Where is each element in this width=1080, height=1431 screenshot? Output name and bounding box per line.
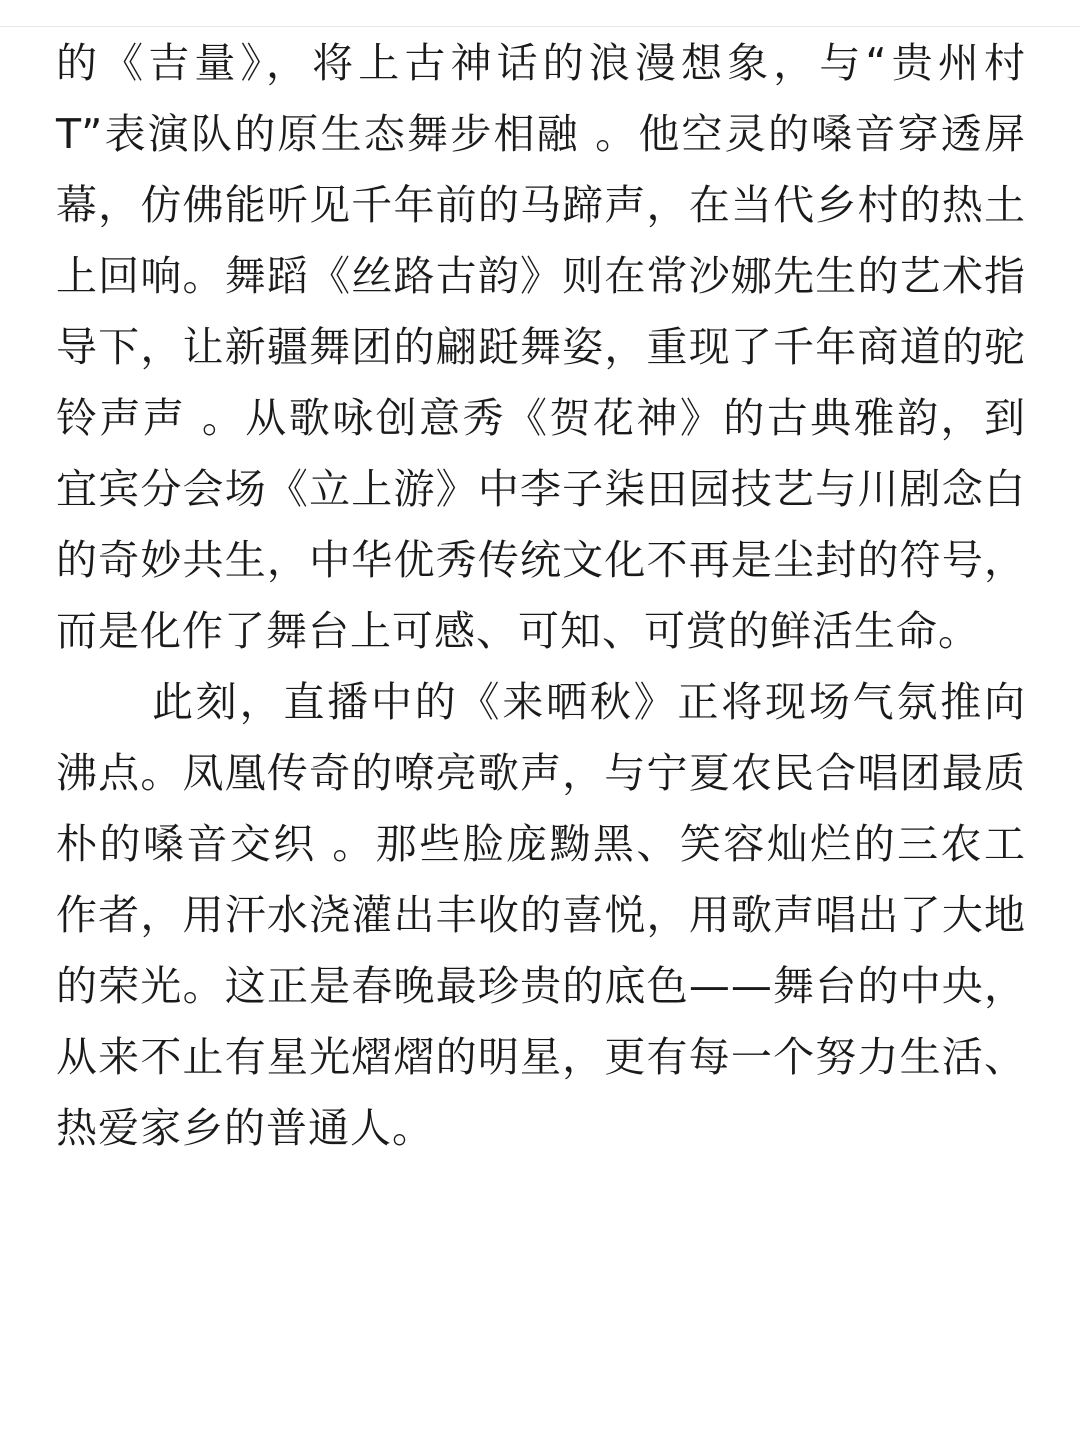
paragraph-1: 的《吉量》，将上古神话的浪漫想象，与“贵州村 T”表演队的原生态舞步相融 。他空灵的嗓音穿透屏幕，仿佛能听见千年前的马蹄声，在当代乡村的热土上回响。舞蹈《丝路古韵》则在常沙娜先生的艺术指导下，让新疆舞团的翩跹舞姿，重现了千年商道的驼铃声声 。从歌咏创意秀《贺花神》的古典雅韵，到宜宾分会场《立上游》中李子柒田园技艺与川剧念白的奇妙共生，中华优秀传统文化不再是尘封的符号，而是化作了舞台上可感、可知、可赏的鲜活生命。 <box>56 39 1026 655</box>
paragraph-2: 此刻，直播中的《来晒秋》正将现场气氛推向沸点。凤凰传奇的嘹亮歌声，与宁夏农民合唱团最质朴的嗓音交织 。那些脸庞黝黑、笑容灿烂的三农工作者，用汗水浇灌出丰收的喜悦，用歌声唱出了大地的荣光。这正是春晚最珍贵的底色——舞台的中央，从来不止有星光熠熠的明星，更有每一个努力生活、热爱家乡的普通人。 <box>56 678 1026 1152</box>
article-body <box>56 28 1026 1164</box>
top-divider <box>0 26 1080 27</box>
